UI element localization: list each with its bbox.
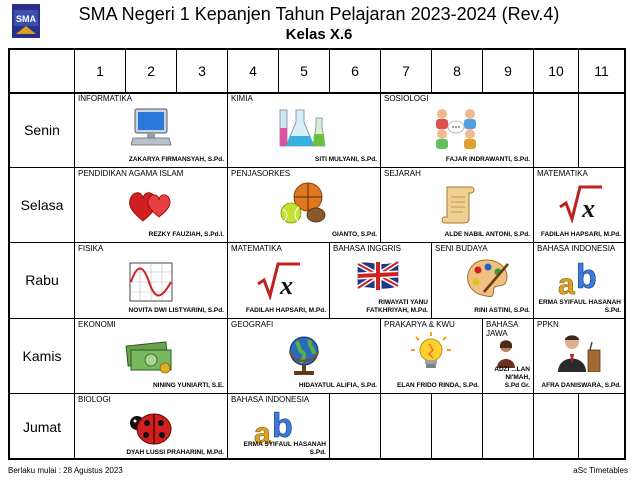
lesson-cell[interactable] [482,318,533,393]
teacher-name: NOVITA DWI LISTYARINI, S.Pd. [128,307,224,314]
speaker-podium-icon [556,332,602,377]
teacher-name: FADILAH HAPSARI, M.Pd. [245,307,326,314]
subject-name: PENDIDIKAN AGAMA ISLAM [78,169,184,178]
lesson-cell[interactable] [74,318,227,393]
svg-text:x: x [582,194,595,223]
globe-icon [284,334,324,381]
money-icon [125,340,173,379]
lesson-cell[interactable] [227,393,329,460]
subject-name: BAHASA INGGRIS [333,244,402,253]
svg-text:b: b [272,407,293,445]
period-header-1: 1 [74,50,125,92]
letters-ab-icon [556,256,602,303]
teacher-name: FADILAH HAPSARI, M.Pd. [540,231,621,238]
lesson-cell[interactable] [380,92,533,167]
empty-cell [533,393,578,460]
teacher-name: RINI ASTINI, S.Pd. [474,307,530,314]
logo-text: SMA [16,14,36,24]
period-header-10: 10 [533,50,578,92]
lesson-cell[interactable] [74,393,227,460]
period-header-6: 6 [329,50,380,92]
empty-cell [578,92,624,167]
day-label-jumat: Jumat [22,418,62,435]
subject-name: PRAKARYA & KWU [384,320,455,329]
subject-name: BAHASA INDONESIA [231,395,310,404]
svg-text:x: x [280,271,293,300]
lesson-cell[interactable] [533,318,624,393]
period-header-5: 5 [278,50,329,92]
valid-from-note: Berlaku mulai : 28 Agustus 2023 [8,466,123,475]
teacher-name: ELAN FRIDO RINDA, S.Pd. [397,382,479,389]
wave-graph-icon [129,262,173,307]
lesson-cell[interactable] [74,167,227,242]
empty-cell [578,393,624,460]
computer-monitor-icon [131,107,173,152]
people-group-icon [433,106,479,155]
svg-text:a: a [558,268,575,298]
software-credit: aSc Timetables [573,466,628,475]
teacher-name: SITI MULYANI, S.Pd. [314,156,377,163]
subject-name: EKONOMI [78,320,116,329]
lesson-cell[interactable] [74,92,227,167]
teacher-name: HIDAYATUL ALIFIA, S.Pd. [298,382,377,389]
day-label-selasa: Selasa [20,196,64,213]
teacher-name: ERMA SYIFAUL HASANAH S.Pd. [243,441,326,456]
lightbulb-icon [411,332,451,379]
day-label-senin: Senin [24,121,60,138]
teacher-name: ADZI ...LAN NI'MAH, S.Pd Gr. [494,366,530,389]
lesson-cell[interactable] [74,242,227,318]
teacher-name: NINING YUNIARTI, S.E. [152,382,224,389]
teacher-name: REZKY FAUZIAH, S.Pd.I. [148,231,224,238]
teacher-name: ERMA SYIFAUL HASANAH S.Pd. [538,299,621,314]
math-root-icon [256,260,302,305]
lesson-cell[interactable] [431,242,533,318]
page-title: SMA Negeri 1 Kepanjen Tahun Pelajaran 2023-2024 (Rev.4) [78,4,560,24]
subject-name: MATEMATIKA [537,169,588,178]
ladybug-icon [127,407,173,452]
subject-name: GEOGRAFI [231,320,274,329]
lab-flasks-icon [278,106,326,155]
period-header-2: 2 [125,50,176,92]
scroll-icon [439,183,479,230]
subject-name: PENJASORKES [231,169,291,178]
class-label: Kelas X.6 [285,26,353,43]
teacher-name: DYAH LUSSI PRAHARINI, M.Pd. [126,449,224,456]
lesson-cell[interactable] [227,318,380,393]
lesson-cell[interactable] [227,167,380,242]
period-header-8: 8 [431,50,482,92]
day-label-rabu: Rabu [25,272,59,288]
period-header-7: 7 [380,50,431,92]
lesson-cell[interactable] [329,242,431,318]
subject-name: BIOLOGI [78,395,111,404]
empty-cell [329,393,380,460]
subject-name: SOSIOLOGI [384,94,429,103]
teacher-name: AFRA DANISWARA, S.Pd. [541,382,621,389]
teacher-name: RIWAYATI YANU FATKHRIYAH, M.Pd. [366,299,428,314]
period-header-3: 3 [176,50,227,92]
math-root-icon [558,183,604,228]
subject-name: INFORMATIKA [78,94,133,103]
hearts-icon [127,185,175,230]
lesson-cell[interactable] [533,167,624,242]
timetable-grid [8,48,626,460]
lesson-cell[interactable] [380,167,533,242]
subject-name: SEJARAH [384,169,421,178]
teacher-name: GIANTO, S.Pd. [331,231,377,238]
teacher-name: FAJAR INDRAWANTI, S.Pd. [445,156,530,163]
empty-cell [431,393,482,460]
subject-name: FISIKA [78,244,104,253]
subject-name: MATEMATIKA [231,244,282,253]
period-header-4: 4 [227,50,278,92]
subject-name: BAHASA INDONESIA [537,244,616,253]
lesson-cell[interactable] [533,242,624,318]
lesson-cell[interactable] [227,92,380,167]
teacher-name: ALDE NABIL ANTONI, S.Pd. [444,231,530,238]
empty-cell [482,393,533,460]
subject-name: PPKN [537,320,559,329]
empty-cell [533,92,578,167]
period-header-11: 11 [578,50,624,92]
uk-flag-icon [356,258,400,299]
svg-text:b: b [576,258,597,296]
svg-text:a: a [254,417,271,447]
sports-balls-icon [278,181,326,230]
subject-name: SENI BUDAYA [435,244,488,253]
empty-cell [380,393,431,460]
paint-palette-icon [466,258,510,303]
subject-name: KIMIA [231,94,253,103]
day-label-kamis: Kamis [22,347,62,364]
teacher-name: ZAKARYA FIRMANSYAH, S.Pd. [128,156,224,163]
period-header-9: 9 [482,50,533,92]
lesson-cell[interactable] [227,242,329,318]
subject-name: BAHASA JAWA [486,320,519,338]
lesson-cell[interactable] [380,318,482,393]
